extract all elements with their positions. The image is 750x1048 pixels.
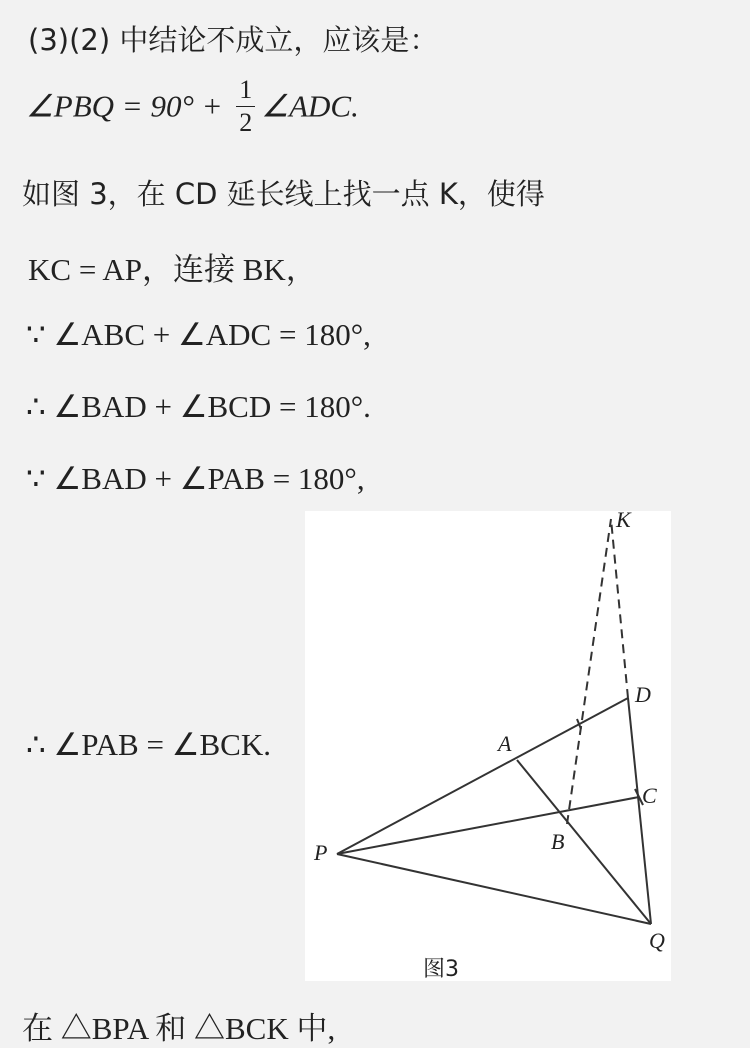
line-4 (28, 244, 317, 289)
label-k: K (616, 511, 631, 532)
segment-pd (337, 698, 628, 854)
kc-equals-ap-text: KC = AP，连接 BK， (28, 252, 317, 287)
fraction-numerator: 1 (236, 77, 255, 107)
label-b: B (551, 829, 565, 854)
because-line-1: ∵ ∠ABC + ∠ADC = 180°, (26, 317, 371, 352)
fraction (236, 77, 255, 136)
triangles-text: 在 △BPA 和 △BCK 中, (22, 1011, 336, 1046)
line-3 (22, 172, 545, 213)
statement-text: (3)(2) 中结论不成立，应该是： (28, 23, 439, 57)
line-1 (28, 18, 438, 59)
fraction-denominator: 2 (239, 108, 253, 137)
therefore-line-2: ∴ ∠PAB = ∠BCK. (26, 727, 271, 762)
label-d: D (635, 682, 651, 707)
because-line-2: ∵ ∠BAD + ∠PAB = 180°, (26, 461, 365, 496)
label-q: Q (649, 928, 665, 953)
figure-caption: 图3 (423, 957, 459, 981)
formula-lhs: ∠PBQ = 90° + (26, 88, 231, 124)
label-a: A (498, 731, 512, 756)
line-8 (26, 727, 271, 763)
line-9 (22, 1003, 335, 1048)
dashed-dk (611, 519, 628, 698)
segment-pc (337, 797, 639, 854)
geometry-figure (305, 511, 671, 981)
segment-dq (628, 698, 651, 924)
line-7 (26, 461, 365, 497)
line-2 (26, 77, 359, 136)
label-p: P (314, 840, 328, 865)
therefore-line-1: ∴ ∠BAD + ∠BCD = 180°. (26, 389, 371, 424)
formula-rhs: ∠ADC. (261, 88, 359, 124)
segment-pq (337, 854, 651, 924)
construction-text: 如图 3，在 CD 延长线上找一点 K，使得 (22, 177, 545, 211)
label-c: C (642, 783, 657, 808)
geometry-diagram (305, 511, 671, 981)
line-5 (26, 317, 371, 353)
dashed-bk (567, 519, 611, 824)
line-6 (26, 389, 371, 425)
